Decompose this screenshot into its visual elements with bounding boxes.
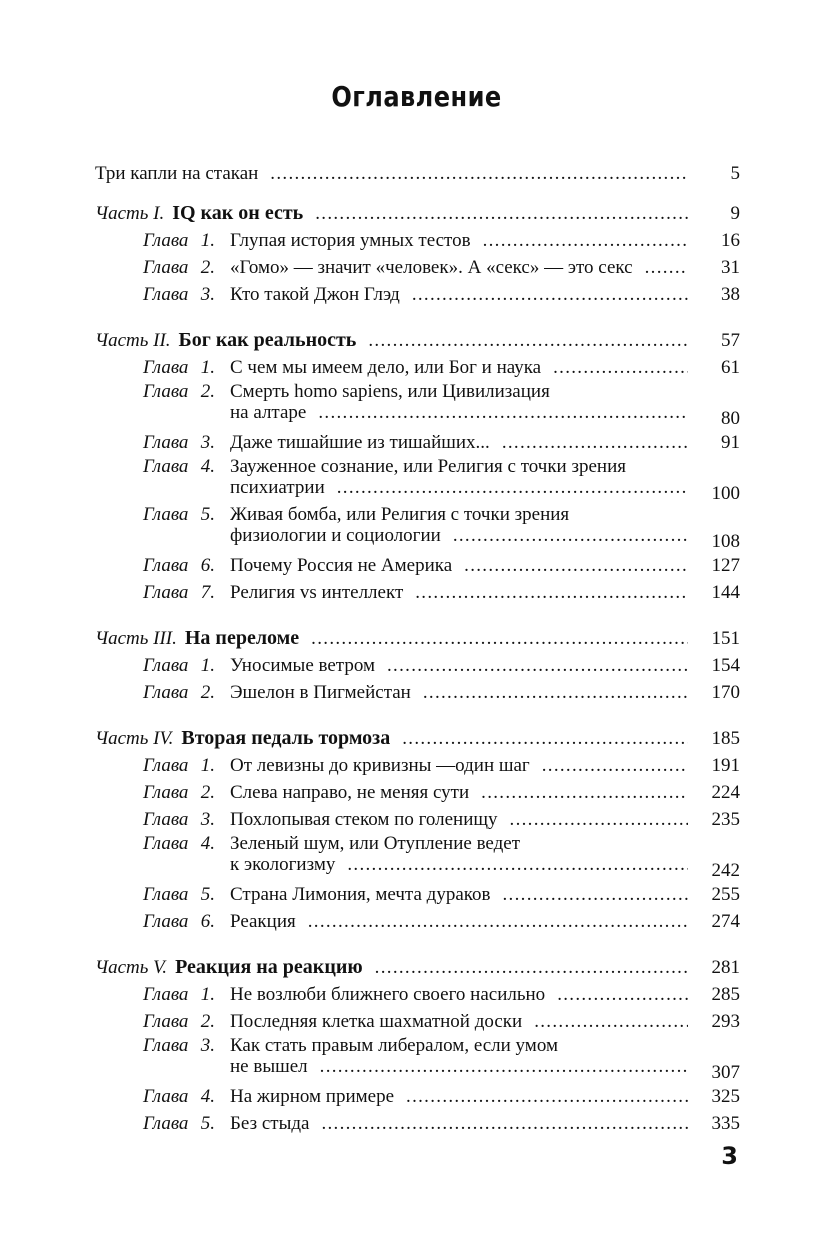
chapter-title: Не возлюби ближнего своего насильно [230, 984, 546, 1005]
chapter-title: С чем мы имеем дело, или Бог и наука [230, 357, 542, 378]
dot-leader [645, 254, 688, 281]
chapter-label [143, 881, 215, 908]
chapter-number: 4. [200, 833, 215, 854]
dot-leader [534, 1008, 688, 1035]
dot-leader [320, 1056, 688, 1083]
part-page: 151 [711, 628, 740, 649]
dot-leader [402, 725, 688, 752]
chapter-number: 2. [200, 381, 215, 402]
dot-leader [337, 477, 688, 504]
toc-chapter-entry[interactable] [95, 381, 740, 429]
part-page: 185 [711, 728, 740, 749]
part-title: Вторая педаль тормоза [181, 727, 391, 749]
dot-leader [464, 552, 688, 579]
toc-part-heading[interactable] [95, 953, 740, 981]
toc-chapter-entry[interactable] [95, 679, 740, 706]
chapter-word: Глава [143, 381, 189, 402]
chapter-number: 1. [200, 357, 215, 378]
chapter-label [143, 281, 215, 308]
chapter-number: 1. [200, 230, 215, 251]
chapter-word: Глава [143, 582, 189, 603]
toc-chapter-entry[interactable] [95, 908, 740, 935]
chapter-page: 91 [721, 432, 740, 453]
chapter-number: 2. [200, 682, 215, 703]
chapter-title-line1: Смерть homo sapiens, или Цивилизация [230, 381, 550, 402]
chapter-title-line1: Живая бомба, или Религия с точки зрения [230, 504, 570, 525]
chapter-label [143, 679, 215, 706]
part-title: На переломе [184, 627, 300, 649]
dot-leader [375, 954, 688, 981]
chapter-number: 1. [200, 984, 215, 1005]
chapter-number: 6. [200, 911, 215, 932]
section-gap [95, 935, 740, 949]
toc-chapter-entry[interactable] [95, 1083, 740, 1110]
toc-part-heading[interactable] [95, 624, 740, 652]
chapter-word: Глава [143, 456, 189, 477]
chapter-title: «Гомо» — значит «человек». А «секс» — это секс [230, 257, 633, 278]
dot-leader [308, 908, 688, 935]
chapter-number: 2. [200, 257, 215, 278]
chapter-word: Глава [143, 984, 189, 1005]
chapter-label [143, 227, 215, 254]
chapter-title-line1: Зеленый шум, или Отупление ведет [230, 833, 521, 854]
section-gap [95, 706, 740, 720]
chapter-title: На жирном примере [230, 1086, 395, 1107]
chapter-word: Глава [143, 257, 189, 278]
chapter-title-line2: физиологии и социологии [230, 525, 441, 546]
toc-chapter-entry[interactable] [95, 227, 740, 254]
chapter-label [143, 833, 215, 854]
chapter-page: 31 [721, 257, 740, 278]
section-gap [95, 308, 740, 322]
chapter-page: 108 [711, 531, 740, 552]
chapter-number: 6. [200, 555, 215, 576]
chapter-title-line2: не вышел [230, 1056, 308, 1077]
toc-entry-intro[interactable] [95, 160, 740, 187]
part-label: Часть I. [95, 203, 165, 224]
dot-leader [406, 1083, 688, 1110]
chapter-page: 144 [711, 582, 740, 603]
chapter-number: 3. [200, 284, 215, 305]
chapter-label [143, 354, 215, 381]
dot-leader [270, 160, 688, 187]
chapter-word: Глава [143, 833, 189, 854]
chapter-page: 224 [711, 782, 740, 803]
chapter-title: Глупая история умных тестов [230, 230, 471, 251]
dot-leader [315, 200, 688, 227]
chapter-word: Глава [143, 504, 189, 525]
chapter-page: 191 [711, 755, 740, 776]
chapter-label [143, 381, 215, 402]
table-of-contents [95, 160, 740, 1137]
toc-chapter-entry[interactable] [95, 504, 740, 552]
chapter-number: 1. [200, 755, 215, 776]
dot-leader [502, 429, 688, 456]
chapter-title: Последняя клетка шахматной доски [230, 1011, 523, 1032]
chapter-title: Даже тишайшие из тишайших... [230, 432, 490, 453]
chapter-title-line2: психиатрии [230, 477, 325, 498]
chapter-word: Глава [143, 284, 189, 305]
entry-title: Три капли на стакан [95, 163, 259, 184]
toc-chapter-entry[interactable] [95, 456, 740, 504]
toc-part-heading[interactable] [95, 199, 740, 227]
part-page: 281 [711, 957, 740, 978]
chapter-title-line2: к экологизму [230, 854, 336, 875]
toc-part-heading[interactable] [95, 326, 740, 354]
chapter-page: 235 [711, 809, 740, 830]
chapter-number: 7. [200, 582, 215, 603]
chapter-title: Кто такой Джон Глэд [230, 284, 400, 305]
chapter-number: 3. [200, 432, 215, 453]
chapter-word: Глава [143, 1086, 189, 1107]
toc-chapter-entry[interactable] [95, 881, 740, 908]
chapter-number: 1. [200, 655, 215, 676]
toc-chapter-entry[interactable] [95, 981, 740, 1008]
toc-chapter-entry[interactable] [95, 752, 740, 779]
chapter-word: Глава [143, 1035, 189, 1056]
toc-chapter-entry[interactable] [95, 354, 740, 381]
chapter-title: Страна Лимония, мечта дураков [230, 884, 491, 905]
chapter-word: Глава [143, 782, 189, 803]
dot-leader [557, 981, 688, 1008]
chapter-label [143, 806, 215, 833]
chapter-label [143, 1083, 215, 1110]
chapter-title: Религия vs интеллект [230, 582, 404, 603]
chapter-label [143, 908, 215, 935]
part-title: IQ как он есть [172, 202, 304, 224]
part-label: Часть V. [95, 957, 168, 978]
chapter-page: 61 [721, 357, 740, 378]
chapter-number: 5. [200, 504, 215, 525]
chapter-number: 4. [200, 1086, 215, 1107]
toc-chapter-entry[interactable] [95, 833, 740, 881]
chapter-number: 3. [200, 809, 215, 830]
toc-chapter-entry[interactable] [95, 1035, 740, 1083]
chapter-number: 2. [200, 1011, 215, 1032]
toc-chapter-entry[interactable] [95, 652, 740, 679]
chapter-page: 127 [711, 555, 740, 576]
chapter-number: 5. [200, 1113, 215, 1134]
chapter-page: 80 [721, 408, 740, 429]
toc-chapter-entry[interactable] [95, 429, 740, 456]
dot-leader [412, 281, 688, 308]
dot-leader [503, 881, 689, 908]
toc-part-heading[interactable] [95, 724, 740, 752]
chapter-title: Почему Россия не Америка [230, 555, 453, 576]
dot-leader [415, 579, 688, 606]
toc-chapter-entry[interactable] [95, 552, 740, 579]
chapter-word: Глава [143, 809, 189, 830]
entry-page: 5 [730, 163, 740, 184]
dot-leader [553, 354, 688, 381]
chapter-title: Эшелон в Пигмейстан [230, 682, 411, 703]
chapter-word: Глава [143, 884, 189, 905]
dot-leader [311, 625, 688, 652]
toc-chapter-entry[interactable] [95, 579, 740, 606]
chapter-page: 242 [711, 860, 740, 881]
chapter-page: 154 [711, 655, 740, 676]
chapter-word: Глава [143, 1011, 189, 1032]
chapter-label [143, 981, 215, 1008]
chapter-page: 255 [711, 884, 740, 905]
chapter-word: Глава [143, 357, 189, 378]
chapter-word: Глава [143, 655, 189, 676]
chapter-title: Слева направо, не меняя сути [230, 782, 470, 803]
toc-chapter-entry[interactable] [95, 254, 740, 281]
chapter-title: Уносимые ветром [230, 655, 375, 676]
chapter-page: 274 [711, 911, 740, 932]
dot-leader [423, 679, 688, 706]
dot-leader [483, 227, 688, 254]
page-number: 3 [721, 1142, 738, 1170]
chapter-number: 2. [200, 782, 215, 803]
chapter-word: Глава [143, 230, 189, 251]
dot-leader [347, 854, 688, 881]
chapter-page: 16 [721, 230, 740, 251]
dot-leader [453, 525, 688, 552]
chapter-word: Глава [143, 1113, 189, 1134]
dot-leader [321, 1110, 688, 1137]
dot-leader [510, 806, 688, 833]
chapter-word: Глава [143, 911, 189, 932]
chapter-label [143, 552, 215, 579]
part-title: Бог как реальность [178, 329, 357, 351]
chapter-label [143, 652, 215, 679]
toc-chapter-entry[interactable] [95, 779, 740, 806]
chapter-number: 3. [200, 1035, 215, 1056]
chapter-word: Глава [143, 682, 189, 703]
chapter-title: От левизны до кривизны —один шаг [230, 755, 530, 776]
section-gap [95, 606, 740, 620]
chapter-page: 100 [711, 483, 740, 504]
page-title: Оглавление [331, 80, 502, 113]
chapter-title-line1: Зауженное сознание, или Религия с точки зрения [230, 456, 626, 477]
chapter-label [143, 504, 215, 525]
chapter-label [143, 779, 215, 806]
chapter-page: 293 [711, 1011, 740, 1032]
part-label: Часть II. [95, 330, 171, 351]
chapter-label [143, 254, 215, 281]
dot-leader [542, 752, 688, 779]
chapter-title-line2: на алтаре [230, 402, 307, 423]
toc-chapter-entry[interactable] [95, 1110, 740, 1137]
dot-leader [368, 327, 688, 354]
part-label: Часть IV. [95, 728, 174, 749]
chapter-word: Глава [143, 432, 189, 453]
chapter-page: 38 [721, 284, 740, 305]
chapter-page: 335 [711, 1113, 740, 1134]
chapter-label [143, 1110, 215, 1137]
chapter-number: 5. [200, 884, 215, 905]
chapter-page: 325 [711, 1086, 740, 1107]
chapter-page: 285 [711, 984, 740, 1005]
chapter-number: 4. [200, 456, 215, 477]
chapter-label [143, 456, 215, 477]
toc-chapter-entry[interactable] [95, 1008, 740, 1035]
chapter-label [143, 429, 215, 456]
chapter-label [143, 1008, 215, 1035]
chapter-title-line1: Как стать правым либералом, если умом [230, 1035, 558, 1056]
chapter-label [143, 752, 215, 779]
dot-leader [481, 779, 688, 806]
dot-leader [318, 402, 688, 429]
part-page: 57 [721, 330, 740, 351]
part-title: Реакция на реакцию [175, 956, 363, 978]
chapter-page: 307 [711, 1062, 740, 1083]
chapter-word: Глава [143, 755, 189, 776]
chapter-label [143, 579, 215, 606]
dot-leader [387, 652, 688, 679]
chapter-title: Реакция [230, 911, 296, 932]
chapter-page: 170 [711, 682, 740, 703]
chapter-word: Глава [143, 555, 189, 576]
chapter-label [143, 1035, 215, 1056]
toc-chapter-entry[interactable] [95, 806, 740, 833]
part-label: Часть III. [95, 628, 177, 649]
chapter-title: Без стыда [230, 1113, 310, 1134]
toc-chapter-entry[interactable] [95, 281, 740, 308]
part-page: 9 [730, 203, 740, 224]
chapter-title: Похлопывая стеком по голенищу [230, 809, 498, 830]
